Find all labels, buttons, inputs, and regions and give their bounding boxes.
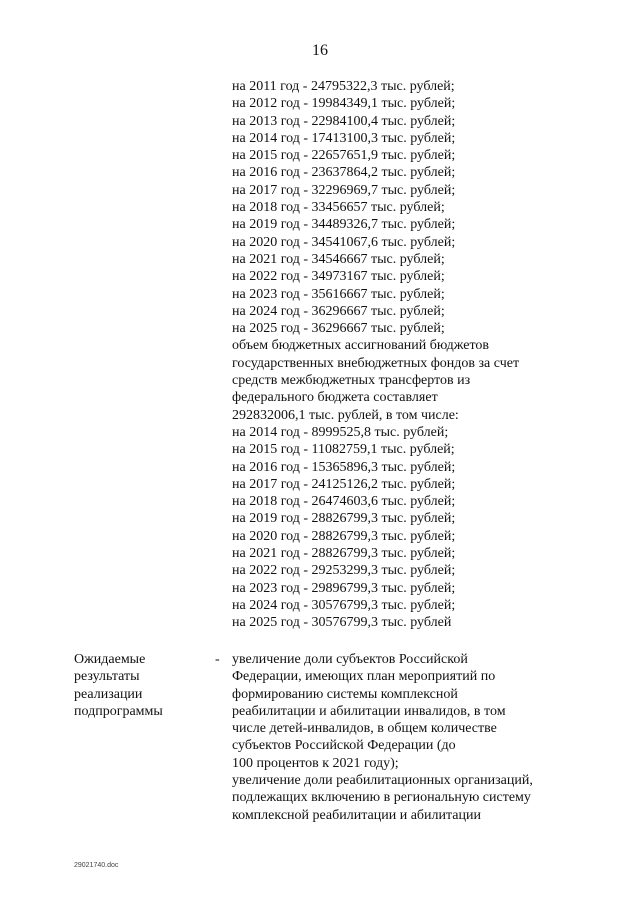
funding-line: на 2021 год - 34546667 тыс. рублей; xyxy=(232,251,445,267)
results-line: субъектов Российской Федерации (до xyxy=(232,738,456,754)
funding-line: на 2014 год - 17413100,3 тыс. рублей; xyxy=(232,130,456,146)
results-text xyxy=(232,651,567,824)
funding-line: на 2018 год - 33456657 тыс. рублей; xyxy=(232,200,445,216)
funding-line: на 2023 год - 29896799,3 тыс. рублей; xyxy=(232,580,456,596)
results-label: Ожидаемые результаты реализации подпрограммы xyxy=(74,652,163,719)
results-line: формированию системы комплексной xyxy=(232,686,458,702)
funding-line: на 2014 год - 8999525,8 тыс. рублей; xyxy=(232,424,449,440)
funding-section xyxy=(232,78,562,632)
funding-line: объем бюджетных ассигнований бюджетов xyxy=(232,338,490,354)
funding-line: на 2017 год - 24125126,2 тыс. рублей; xyxy=(232,476,456,492)
page-number: 16 xyxy=(312,42,328,59)
funding-line: на 2020 год - 34541067,6 тыс. рублей; xyxy=(232,234,456,250)
funding-line: средств межбюджетных трансфертов из xyxy=(232,373,471,389)
funding-line: на 2022 год - 34973167 тыс. рублей; xyxy=(232,269,445,285)
results-line: увеличение доли субъектов Российской xyxy=(232,652,468,667)
footer-file-code: 29021740.doc xyxy=(74,862,119,869)
funding-line: на 2016 год - 23637864,2 тыс. рублей; xyxy=(232,165,456,181)
funding-line: на 2018 год - 26474603,6 тыс. рублей; xyxy=(232,494,456,510)
funding-line: на 2019 год - 34489326,7 тыс. рублей; xyxy=(232,217,456,233)
funding-line: на 2021 год - 28826799,3 тыс. рублей; xyxy=(232,546,456,562)
results-line: подлежащих включению в региональную систему xyxy=(232,790,531,806)
funding-line: на 2024 год - 30576799,3 тыс. рублей; xyxy=(232,597,456,613)
funding-line: на 2015 год - 22657651,9 тыс. рублей; xyxy=(232,148,456,164)
results-line: числе детей-инвалидов, в общем количестве xyxy=(232,721,497,737)
results-dash: - xyxy=(215,652,220,667)
funding-line: на 2025 год - 30576799,3 тыс. рублей xyxy=(232,615,452,631)
funding-line: на 2022 год - 29253299,3 тыс. рублей; xyxy=(232,563,456,579)
funding-line: на 2011 год - 24795322,3 тыс. рублей; xyxy=(232,79,455,94)
funding-line: на 2012 год - 19984349,1 тыс. рублей; xyxy=(232,96,456,112)
results-line: Федерации, имеющих план мероприятий по xyxy=(232,669,496,685)
funding-line: на 2024 год - 36296667 тыс. рублей; xyxy=(232,303,445,319)
results-line: реабилитации и абилитации инвалидов, в том xyxy=(232,703,506,719)
results-line: 100 процентов к 2021 году); xyxy=(232,755,399,771)
funding-line: на 2020 год - 28826799,3 тыс. рублей; xyxy=(232,528,456,544)
funding-line: 292832006,1 тыс. рублей, в том числе: xyxy=(232,407,459,423)
funding-line: на 2017 год - 32296969,7 тыс. рублей; xyxy=(232,182,456,198)
funding-line: на 2016 год - 15365896,3 тыс. рублей; xyxy=(232,459,456,475)
funding-line: на 2023 год - 35616667 тыс. рублей; xyxy=(232,286,445,302)
funding-line: на 2019 год - 28826799,3 тыс. рублей; xyxy=(232,511,456,527)
funding-line: на 2015 год - 11082759,1 тыс. рублей; xyxy=(232,442,455,458)
results-line: увеличение доли реабилитационных организаций, xyxy=(232,773,533,789)
funding-line: государственных внебюджетных фондов за счет xyxy=(232,355,520,371)
funding-line: на 2025 год - 36296667 тыс. рублей; xyxy=(232,321,445,337)
funding-line: федерального бюджета составляет xyxy=(232,390,438,406)
results-line: комплексной реабилитации и абилитации xyxy=(232,807,481,823)
funding-line: на 2013 год - 22984100,4 тыс. рублей; xyxy=(232,113,456,129)
